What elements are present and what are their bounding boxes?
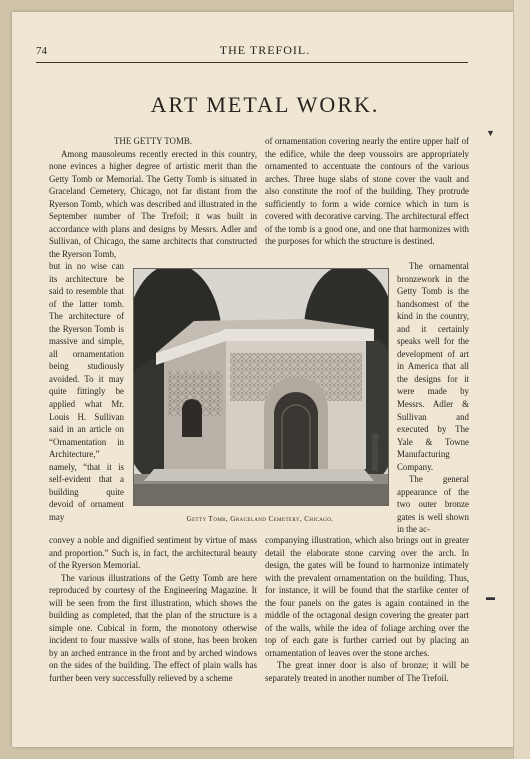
paragraph-ryerson-end: convey a noble and dignified sentiment by virtue of mass and proportion.” Such is, in fact, the architectural beauty of the Ryerson Memorial.	[49, 535, 257, 571]
section-heading: THE GETTY TOMB.	[114, 136, 192, 146]
paragraph-gates: The general appearance of the two outer bronze gates is well shown in the ac-	[397, 474, 469, 535]
paragraph-bronzework: The ornamental bronzework in the Getty Tomb is the handsomest of the kind in the country, and it certainly speaks well for the development of art in America that all the designs for it were made by Messrs. Adler & Sullivan and executed by The Yale & Towne Manufacturing Company.	[397, 261, 469, 472]
margin-mark: ▼	[486, 128, 495, 138]
left-column-narrow	[49, 260, 124, 523]
paragraph-intro: Among mausoleums recently erected in this country, none evinces a higher degree of artistic merit than the Getty Tomb or Memorial. The Getty Tomb is situated in Graceland Cemetery, Chicago, not far distant from the Ryerson Tomb, which was described and illustrated in the September number of The Trefoil; it was built in accordance with plans and designs by Messrs. Adler and Sullivan, of Chicago, the same architects that constructed the Ryerson Tomb,	[49, 148, 257, 259]
left-column-upper	[49, 135, 257, 260]
page-number: 74	[36, 45, 47, 57]
right-column-upper	[265, 135, 469, 248]
paragraph-gates-detail: companying illustration, which also brings out in greater detail the elaborate stone carving over the arch. In design, the gates will be found to harmonize intimately with the prevalent ornamentation on the building. Thus, for instance, it will be found that the starlike center of the four panels on the gates is again contained in the middle of the octagonal design covering the greater part of the walls, while the idea of foliage arching over the top of each gate is further carried out by placing an ornamentation of leaves over the stone arches.	[265, 535, 469, 658]
paragraph-ryerson: but in no wise can its architecture be said to resemble that of the latter tomb. The architecture of the Ryerson Tomb is massive and simple, all ornamentation being studiously avoided. To it may quite fittingly be applied what Mr. Louis H. Sullivan said in an article on “Ornamentation in Architecture,” namely, “that it is self-evident that a building quite devoid of ornament may	[49, 261, 124, 522]
left-column-lower	[49, 534, 257, 685]
right-column-lower	[265, 534, 469, 685]
paragraph-illustrations: The various illustrations of the Getty Tomb are here reproduced by courtesy of the Engineering Magazine. It will be seen from the first illustration, which shows the building as completed, that the plan of the structure is a simple one. Cubical in form, the monotony otherwise incident to four massive walls of stone, has been broken by an arched entrance in the front and by arched windows on the sides of the building. The effect of plain walls has further been very successfully relieved by a scheme	[49, 572, 257, 684]
article-title: ART METAL WORK.	[150, 92, 380, 117]
getty-tomb-photo	[133, 268, 389, 506]
margin-mark: ▬	[486, 592, 495, 602]
right-column-narrow	[397, 260, 469, 536]
paragraph-ornamentation: of ornamentation covering nearly the entire upper half of the edifice, while the deep voussoirs are appropriately ornamented to accentuate the contours of the various arches. Three huge slabs of stone cover the vault and also constitute the roof of the building. They protrude sufficiently to form a wide cornice which in turn is covered with decorative carving. The architectural effect of the tomb is a good one, and one that harmonizes with the purposes for which the structure is destined.	[265, 136, 469, 247]
header-rule	[36, 62, 468, 63]
paragraph-inner-door: The great inner door is also of bronze; it will be separately treated in another number of The Trefoil.	[265, 660, 469, 684]
running-title: THE TREFOIL.	[219, 43, 311, 57]
photo-caption: Getty Tomb, Graceland Cemetery, Chicago.	[186, 515, 334, 523]
